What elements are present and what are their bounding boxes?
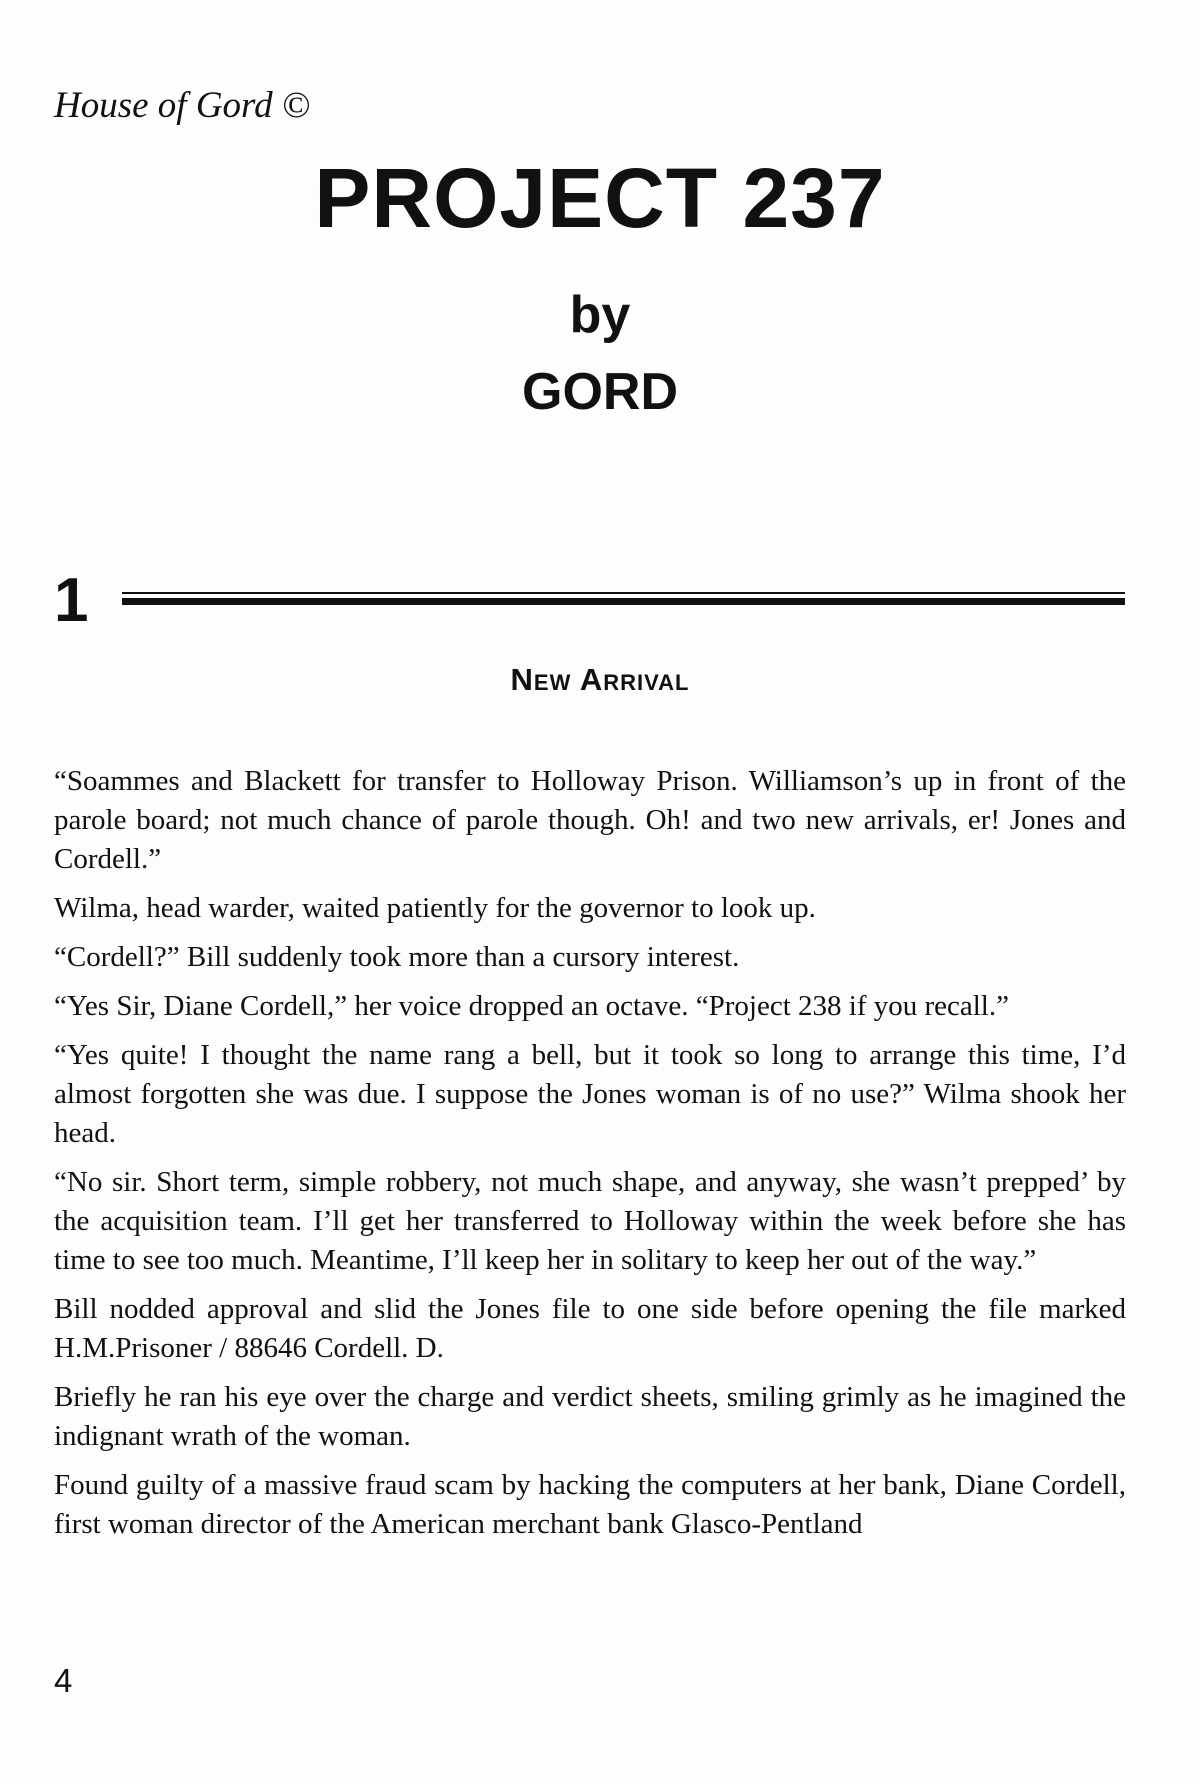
paragraph: “Cordell?” Bill suddenly took more than a cursory interest. [54,941,740,973]
paragraph: “Soammes and Blackett for transfer to Holloway Prison. Williamson’s up in front of the parole board; not much chance of parole though. Oh! and two new arrivals, er! Jones and Cordell.” [54,765,1126,875]
paragraph: Found guilty of a massive fraud scam by hacking the computers at her bank, Diane Cordell, first woman director of the American merchant bank Glasco-Pentland [54,1469,1126,1540]
paragraph: “Yes Sir, Diane Cordell,” her voice dropped an octave. “Project 238 if you recall.” [54,990,1009,1022]
page-number: 4 [54,1662,73,1699]
paragraph: Wilma, head warder, waited patiently for the governor to look up. [54,892,816,924]
byline-by: by [569,286,631,344]
paragraph: Bill nodded approval and slid the Jones file to one side before opening the file marked H.M.Prisoner / 88646 Cordell. D. [54,1293,1126,1364]
chapter-number: 1 [54,566,89,635]
book-title: PROJECT 237 [314,151,886,245]
chapter-title: New Arrival [510,662,690,697]
body-text [54,762,1126,1554]
running-header: House of Gord © [54,85,310,126]
paragraph: “No sir. Short term, simple robbery, not much shape, and anyway, she wasn’t prepped’ by the acquisition team. I’ll get her transferred to Holloway within the week before she has time to see too much. Meantime, I’ll keep her in solitary to keep her out of the way.” [54,1166,1126,1276]
author-name: GORD [522,363,678,421]
chapter-rule-thin [122,592,1125,594]
paragraph: “Yes quite! I thought the name rang a bell, but it took so long to arrange this time, I’d almost forgotten she was due. I suppose the Jones woman is of no use?” Wilma shook her head. [54,1039,1126,1149]
chapter-rule-thick [122,598,1125,605]
paragraph: Briefly he ran his eye over the charge and verdict sheets, smiling grimly as he imagined the indignant wrath of the woman. [54,1381,1126,1452]
